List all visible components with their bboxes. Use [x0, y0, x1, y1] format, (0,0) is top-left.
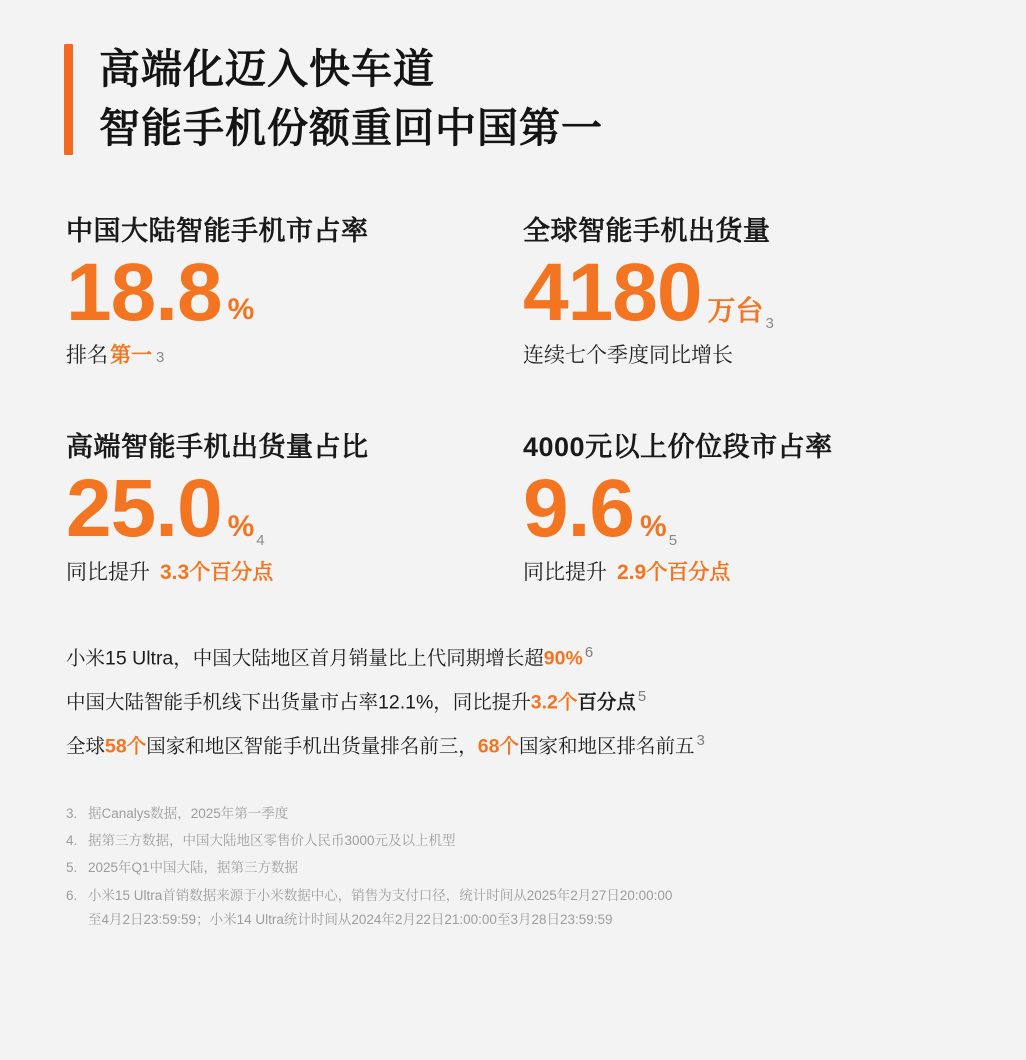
stat-unit: %	[227, 510, 255, 544]
stat-sub-footnote-ref: 3	[156, 349, 165, 367]
stat-value-row	[66, 463, 513, 555]
stat-footnote-ref: 3	[765, 315, 774, 333]
footnote-text: 据第三方数据，中国大陆地区零售价人民币3000元及以上机型	[88, 833, 456, 849]
footnote-item	[66, 887, 970, 929]
footnote-item	[66, 859, 970, 877]
title-lines	[99, 44, 603, 155]
stat-footnote-ref: 5	[668, 532, 678, 550]
note-highlight: 58个	[105, 735, 147, 758]
note-text-part1: 中国大陆智能手机线下出货量市占率12.1%，同比提升	[66, 691, 531, 714]
footnote-text: 2025年Q1中国大陆，据第三方数据	[88, 860, 299, 876]
stat-sub-prefix: 连续七个季度同比增长	[523, 344, 733, 368]
stat-subtext	[66, 556, 513, 586]
footnote-item	[66, 805, 970, 823]
page-title	[64, 44, 970, 155]
stat-label: 高端智能手机出货量占比	[66, 432, 369, 463]
note-footnote-ref: 6	[584, 644, 594, 662]
note-highlight: 90%	[543, 647, 583, 670]
stat-number: 18.8	[66, 246, 222, 338]
note-text-part3: 国家和地区排名前五	[518, 735, 695, 758]
stat-footnote-ref: 4	[256, 532, 265, 550]
stat-sub-highlight: 第一	[110, 344, 152, 368]
note-text-part1: 小米15 Ultra，中国大陆地区首月销量比上代同期增长超	[66, 647, 544, 670]
title-line-1: 高端化迈入快车道	[99, 46, 435, 92]
stat-label: 全球智能手机出货量	[523, 215, 771, 246]
footnotes-list	[56, 805, 970, 929]
title-accent-bar	[64, 44, 73, 155]
footnote-text: 小米15 Ultra首销数据来源于小米数据中心，销售为支付口径，统计时间从2025年2月27日20:00:00	[88, 887, 673, 903]
stat-subtext	[523, 556, 970, 586]
stat-subtext	[523, 339, 970, 369]
stat-unit: 万台	[707, 295, 764, 327]
stat-sub-prefix: 同比提升	[523, 561, 607, 585]
footnote-index: 4.	[66, 833, 78, 849]
stat-sub-highlight: 3.3个百分点	[160, 561, 274, 585]
note-text-part1: 全球	[66, 735, 106, 758]
stat-card-4000-plus-share	[513, 425, 970, 586]
stat-value-row	[523, 463, 970, 555]
footnote-text-continued: 至4月2日23:59:59；小米14 Ultra统计时间从2024年2月22日21:00:00至3月28日23:59:59	[88, 911, 613, 927]
footnote-index: 3.	[66, 805, 78, 821]
stat-value-row	[523, 246, 970, 338]
stat-sub-highlight: 2.9个百分点	[617, 561, 731, 585]
note-highlight: 3.2个	[530, 691, 578, 714]
note-footnote-ref: 3	[696, 732, 705, 750]
note-footnote-ref: 5	[637, 688, 647, 706]
stat-number: 25.0	[66, 463, 222, 555]
footnote-index: 5.	[66, 860, 78, 876]
stat-number: 4180	[523, 246, 702, 338]
stat-card-china-share	[56, 209, 513, 370]
note-item	[66, 644, 970, 671]
stat-unit: %	[227, 293, 255, 327]
stat-label: 4000元以上价位段市占率	[523, 432, 833, 463]
footnote-item	[66, 832, 970, 850]
note-highlight-2: 68个	[477, 735, 519, 758]
stat-card-global-shipments	[513, 209, 970, 370]
stat-card-premium-share	[56, 425, 513, 586]
notes-list	[56, 644, 970, 759]
stat-subtext	[66, 339, 513, 369]
stat-sub-prefix: 同比提升	[66, 561, 150, 585]
stats-grid	[56, 209, 970, 587]
footnote-index: 6.	[66, 887, 78, 903]
footnote-text-wrap	[88, 887, 970, 929]
stat-sub-prefix: 排名	[66, 344, 108, 368]
stat-value-row	[66, 246, 513, 338]
footnote-text: 据Canalys数据，2025年第一季度	[88, 805, 289, 821]
note-item	[66, 688, 970, 715]
note-item	[66, 732, 970, 759]
stat-unit: %	[640, 510, 667, 544]
stat-number: 9.6	[523, 463, 634, 555]
note-text-part2: 国家和地区智能手机出货量排名前三，	[146, 735, 478, 758]
title-line-2: 智能手机份额重回中国第一	[99, 105, 603, 152]
stat-label: 中国大陆智能手机市占率	[66, 215, 369, 246]
note-text-part2: 百分点	[577, 691, 636, 714]
